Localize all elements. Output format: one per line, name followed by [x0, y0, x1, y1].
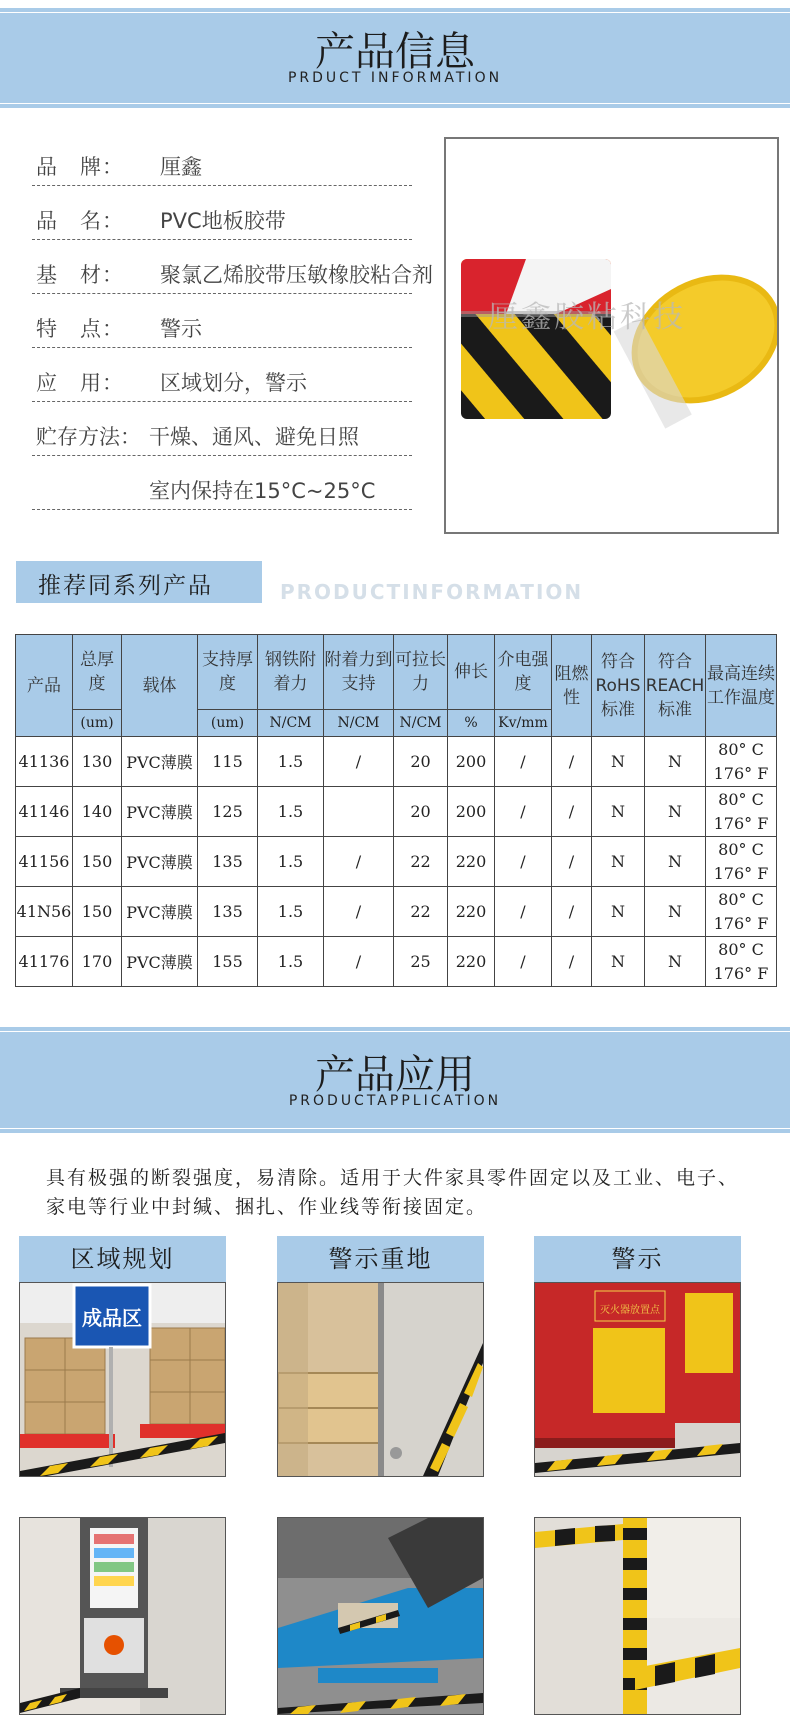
cell: / — [495, 937, 552, 987]
app-image-crate — [277, 1282, 484, 1477]
app-image-display-stand — [19, 1517, 226, 1715]
cell: N — [592, 787, 645, 837]
info-row-storage — [32, 426, 412, 456]
spec-table — [15, 634, 777, 987]
application-band — [0, 1027, 790, 1133]
cell: 1.5 — [258, 837, 324, 887]
cell: / — [495, 787, 552, 837]
photo-watermark: 厘鑫胶粘科技 — [488, 300, 686, 335]
cell: PVC薄膜 — [122, 737, 198, 787]
unit-cell: N/CM — [258, 710, 324, 737]
th-max-temp: 最高连续工作温度 — [706, 635, 777, 737]
app-image-warehouse — [19, 1282, 226, 1477]
unit-cell: N/CM — [394, 710, 448, 737]
cell: / — [324, 837, 394, 887]
cell: 20 — [394, 737, 448, 787]
header-band — [0, 8, 790, 108]
application-subtitle: PRODUCTAPPLICATION — [288, 1093, 502, 1109]
unit-cell: % — [448, 710, 495, 737]
info-row-feature — [32, 318, 412, 348]
table-row — [16, 937, 777, 987]
cell: / — [552, 837, 592, 887]
app-image-stairs — [534, 1517, 741, 1715]
unit-cell: (um) — [198, 710, 258, 737]
cell: N — [645, 937, 706, 987]
temp-c: 80° C — [718, 889, 764, 909]
cell: 135 — [198, 837, 258, 887]
th-flame: 阻燃性 — [552, 635, 592, 737]
brand-label: 品 牌： — [36, 155, 124, 179]
cell: N — [592, 837, 645, 887]
info-row-name — [32, 210, 412, 240]
info-row-storage-2 — [32, 480, 412, 510]
header-title: 产品信息 — [315, 29, 475, 75]
cell: 135 — [198, 887, 258, 937]
storage-label: 贮存方法： — [36, 425, 141, 449]
unit-cell: (um) — [73, 710, 122, 737]
th-dielectric: 介电强度 — [495, 635, 552, 710]
cell: 220 — [448, 937, 495, 987]
cell: N — [645, 887, 706, 937]
base-value: 聚氯乙烯胶带压敏橡胶粘合剂 — [160, 263, 433, 287]
cell: 155 — [198, 937, 258, 987]
feature-label: 特 点： — [36, 317, 124, 341]
th-tensile: 可拉长力 — [394, 635, 448, 710]
cell — [324, 787, 394, 837]
cell: 125 — [198, 787, 258, 837]
cell: 150 — [73, 837, 122, 887]
cell: 140 — [73, 787, 122, 837]
tape-rolls-image — [446, 139, 777, 532]
th-support-thickness: 支持厚度 — [198, 635, 258, 710]
temp-c: 80° C — [718, 789, 764, 809]
band-line-bottom — [0, 103, 790, 104]
cell: PVC薄膜 — [122, 787, 198, 837]
app-image-extinguisher — [534, 1282, 741, 1477]
cell: N — [645, 737, 706, 787]
recommend-ghost-text: PRODUCTINFORMATION — [280, 580, 584, 604]
base-label: 基 材： — [36, 263, 124, 287]
temp-f: 176° F — [713, 963, 769, 983]
cell: N — [592, 937, 645, 987]
table-row — [16, 837, 777, 887]
temp-c: 80° C — [718, 739, 764, 759]
feature-value: 警示 — [160, 317, 202, 341]
recommend-title-box — [16, 561, 262, 603]
th-total-thickness: 总厚度 — [73, 635, 122, 710]
name-label: 品 名： — [36, 209, 124, 233]
cell: 1.5 — [258, 887, 324, 937]
temp-c: 80° C — [718, 939, 764, 959]
cell: N — [645, 787, 706, 837]
unit-cell: N/CM — [324, 710, 394, 737]
app-image-machine — [277, 1517, 484, 1715]
cell: 220 — [448, 837, 495, 887]
cell: / — [324, 887, 394, 937]
cell: / — [324, 937, 394, 987]
cell: 200 — [448, 787, 495, 837]
temp-cell — [706, 787, 777, 837]
cell: 130 — [73, 737, 122, 787]
cell: 150 — [73, 887, 122, 937]
cell: 41N56 — [16, 887, 73, 937]
cell: 115 — [198, 737, 258, 787]
brand-value: 厘鑫 — [160, 155, 202, 179]
cell: 41156 — [16, 837, 73, 887]
th-product: 产品 — [16, 635, 73, 737]
temp-f: 176° F — [713, 813, 769, 833]
info-row-brand — [32, 156, 412, 186]
temp-cell — [706, 737, 777, 787]
th-steel-adhesion: 钢铁附着力 — [258, 635, 324, 710]
th-rohs: 符合RoHS标准 — [592, 635, 645, 737]
cell: / — [552, 737, 592, 787]
use-label: 应 用： — [36, 371, 124, 395]
cell: 20 — [394, 787, 448, 837]
cell: 41146 — [16, 787, 73, 837]
cell: / — [324, 737, 394, 787]
recommend-title: 推荐同系列产品 — [38, 573, 213, 599]
cell: 200 — [448, 737, 495, 787]
cell: / — [552, 887, 592, 937]
info-row-base — [32, 263, 433, 294]
cell: 220 — [448, 887, 495, 937]
cell: N — [645, 837, 706, 887]
temp-f: 176° F — [713, 863, 769, 883]
band-line-top — [0, 1031, 790, 1032]
cell: 22 — [394, 887, 448, 937]
temp-f: 176° F — [713, 763, 769, 783]
th-elongation: 伸长 — [448, 635, 495, 710]
th-reach: 符合REACH标准 — [645, 635, 706, 737]
cell: 170 — [73, 937, 122, 987]
cell: 1.5 — [258, 937, 324, 987]
cell: PVC薄膜 — [122, 837, 198, 887]
cell: / — [552, 937, 592, 987]
info-row-use — [32, 372, 412, 402]
cell: N — [592, 887, 645, 937]
table-header-row — [16, 635, 777, 710]
temp-f: 176° F — [713, 913, 769, 933]
th-carrier: 载体 — [122, 635, 198, 737]
table-row — [16, 787, 777, 837]
cell: 1.5 — [258, 787, 324, 837]
app-label-warning-area: 警示重地 — [277, 1236, 484, 1282]
app-label-warning: 警示 — [534, 1236, 741, 1282]
band-line-top — [0, 12, 790, 13]
application-title: 产品应用 — [315, 1052, 475, 1098]
table-row — [16, 737, 777, 787]
temp-cell — [706, 937, 777, 987]
cell: 41176 — [16, 937, 73, 987]
th-adhesion-backing: 附着力到支持 — [324, 635, 394, 710]
band-line-bottom — [0, 1128, 790, 1129]
cell: PVC薄膜 — [122, 887, 198, 937]
storage-value-2: 室内保持在15°C~25°C — [149, 479, 376, 503]
cell: 41136 — [16, 737, 73, 787]
storage-value-1: 干燥、通风、避免日照 — [149, 425, 359, 449]
unit-cell: Kv/mm — [495, 710, 552, 737]
table-row — [16, 887, 777, 937]
name-value: PVC地板胶带 — [160, 209, 286, 233]
header-subtitle: PRDUCT INFORMATION — [287, 70, 503, 86]
app-label-zone-planning: 区域规划 — [19, 1236, 226, 1282]
use-value: 区域划分，警示 — [160, 371, 307, 395]
temp-c: 80° C — [718, 839, 764, 859]
temp-cell — [706, 887, 777, 937]
cell: / — [495, 837, 552, 887]
cell: / — [552, 787, 592, 837]
cell: / — [495, 887, 552, 937]
cell: PVC薄膜 — [122, 937, 198, 987]
product-photo — [444, 137, 779, 534]
cell: 25 — [394, 937, 448, 987]
cell: / — [495, 737, 552, 787]
cell: N — [592, 737, 645, 787]
sign-text: 成品区 — [82, 1306, 142, 1330]
cell: 1.5 — [258, 737, 324, 787]
cell: 22 — [394, 837, 448, 887]
extinguisher-text: 灭火器放置点 — [600, 1305, 660, 1316]
temp-cell — [706, 837, 777, 887]
application-description: 具有极强的断裂强度，易清除。适用于大件家具零件固定以及工业、电子、家电等行业中封缄、捆扎、作业线等衔接固定。 — [46, 1167, 740, 1218]
